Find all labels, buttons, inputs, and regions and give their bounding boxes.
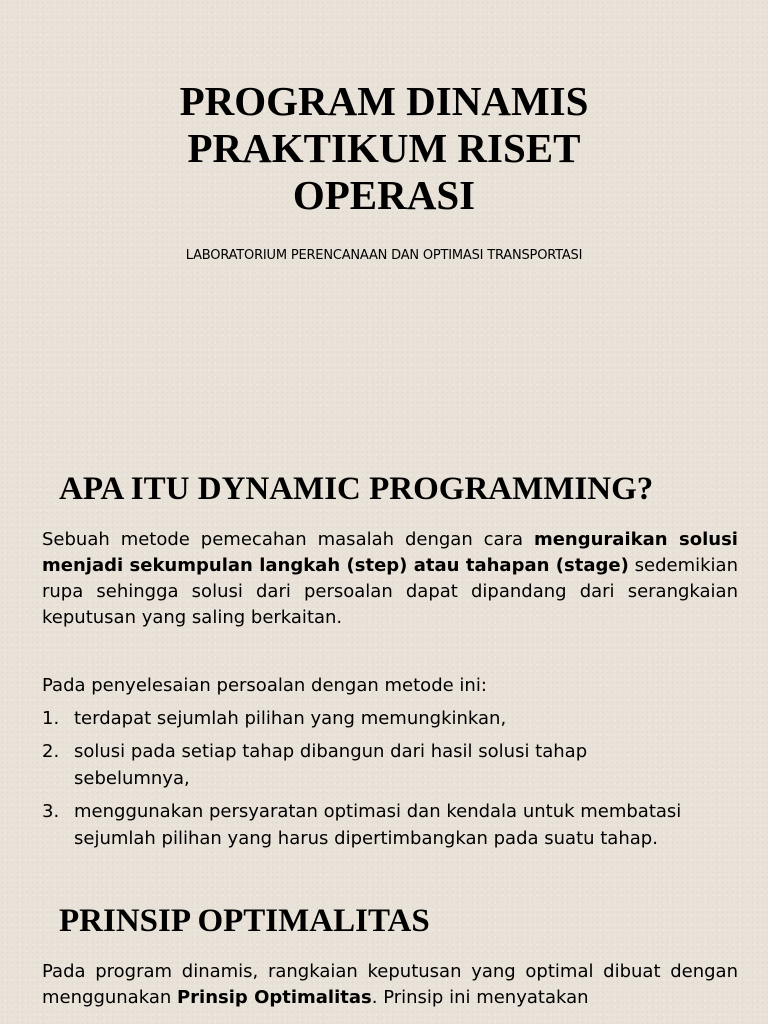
- paragraph-text: sedemikian rupa sehingga solusi dari persoalan dapat dipandang dari serangkaian keputusan yang saling berkaitan.: [42, 555, 738, 628]
- paragraph-text: Pada program dinamis, rangkaian keputusan yang optimal dibuat dengan menggunakan: [42, 961, 738, 1008]
- numbered-list: [42, 705, 702, 858]
- list-item-text: terdapat sejumlah pilihan yang memungkinkan,: [74, 708, 507, 729]
- list-intro: Pada penyelesaian persoalan dengan metode ini:: [42, 675, 487, 696]
- main-title-line: PRAKTIKUM RISET: [187, 125, 581, 171]
- list-number: 2.: [42, 741, 60, 762]
- paragraph-bold-text: Prinsip Optimalitas: [176, 987, 372, 1008]
- list-item: [42, 705, 702, 732]
- list-number: 1.: [42, 708, 60, 729]
- paragraph-text: . Prinsip ini menyatakan: [371, 987, 589, 1008]
- list-item-text: menggunakan persyaratan optimasi dan kendala untuk membatasi sejumlah pilihan yang harus dipertimbangkan pada suatu tahap.: [74, 801, 682, 849]
- subtitle: LABORATORIUM PERENCANAAN DAN OPTIMASI TRANSPORTASI: [185, 248, 583, 263]
- section-heading-optimality-principle: PRINSIP OPTIMALITAS: [59, 903, 430, 939]
- main-title-line: OPERASI: [292, 172, 476, 218]
- title-slide: [0, 0, 768, 430]
- list-item: [42, 738, 702, 792]
- list-item-text: solusi pada setiap tahap dibangun dari hasil solusi tahap sebelumnya,: [74, 741, 588, 789]
- main-title-line: PROGRAM DINAMIS: [179, 78, 589, 124]
- paragraph-text: Sebuah metode pemecahan masalah dengan cara: [42, 529, 534, 550]
- paragraph-bold-text: menguraikan solusi menjadi sekumpulan langkah (step) atau tahapan (stage): [42, 529, 738, 576]
- main-title: [0, 78, 768, 219]
- definition-paragraph: [42, 527, 738, 631]
- optimality-paragraph: [42, 959, 738, 1011]
- list-item: [42, 798, 702, 852]
- list-number: 3.: [42, 801, 60, 822]
- section-heading-dynamic-programming: APA ITU DYNAMIC PROGRAMMING?: [59, 471, 654, 507]
